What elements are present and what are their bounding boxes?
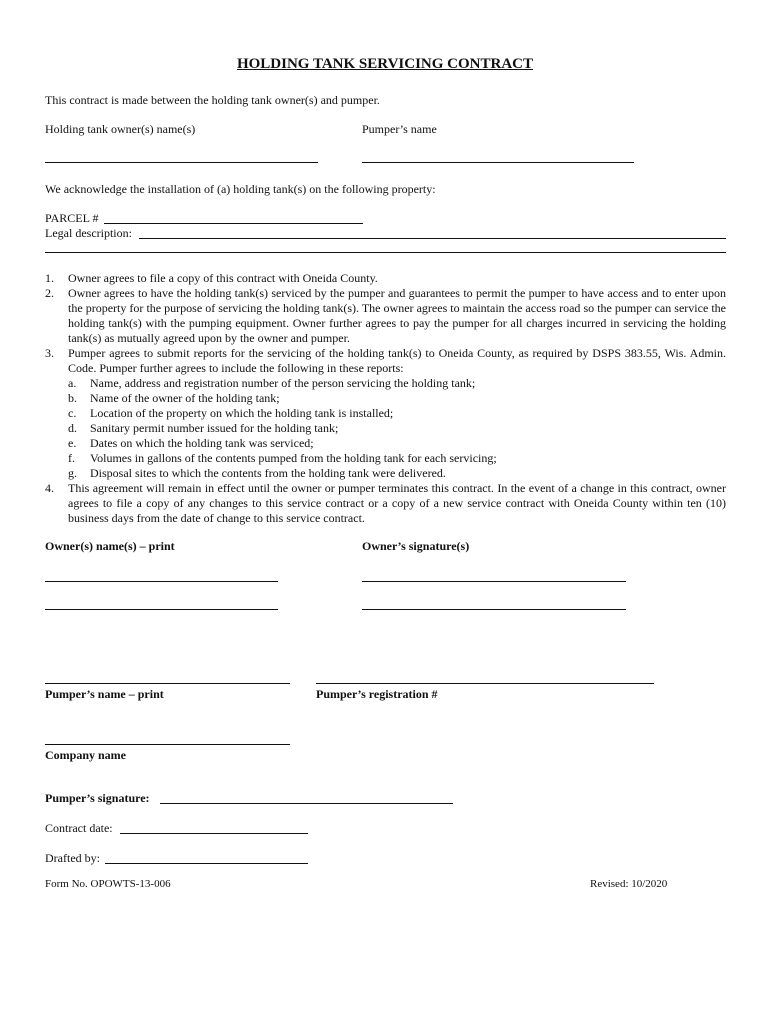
pumper-print-field[interactable] xyxy=(45,683,290,684)
form-number: Form No. OPOWTS-13-006 xyxy=(45,878,171,890)
drafted-by-label: Drafted by: xyxy=(45,851,100,865)
company-name-field[interactable] xyxy=(45,744,290,745)
sub-list-item: c. Location of the property on which the holding tank is installed; xyxy=(68,406,394,420)
sub-list-item: f. Volumes in gallons of the contents pumped from the holding tank for each servicing; xyxy=(68,451,497,465)
owner-names-label: Holding tank owner(s) name(s) xyxy=(45,122,196,136)
owners-signature-label: Owner’s signature(s) xyxy=(362,539,470,553)
owner-name-field-2[interactable] xyxy=(45,609,278,610)
owner-signature-field-2[interactable] xyxy=(362,609,626,610)
sub-list-item: a. Name, address and registration number of the person servicing the holding tank; xyxy=(68,376,476,390)
contract-date-field[interactable] xyxy=(120,833,308,834)
pumper-name-field[interactable] xyxy=(362,162,634,163)
legal-description-field[interactable] xyxy=(139,238,726,239)
revised-date: Revised: 10/2020 xyxy=(590,878,668,890)
acknowledge-text: We acknowledge the installation of (a) holding tank(s) on the following property: xyxy=(45,182,436,196)
legal-description-label: Legal description: xyxy=(45,226,132,240)
owners-print-label: Owner(s) name(s) – print xyxy=(45,539,175,553)
owner-signature-field-1[interactable] xyxy=(362,581,626,582)
sub-list-item: b. Name of the owner of the holding tank; xyxy=(68,391,280,405)
intro-text: This contract is made between the holding tank owner(s) and pumper. xyxy=(45,93,380,107)
owner-names-field[interactable] xyxy=(45,162,318,163)
sub-list-item: d. Sanitary permit number issued for the holding tank; xyxy=(68,421,339,435)
pumper-signature-field[interactable] xyxy=(160,803,453,804)
parcel-field[interactable] xyxy=(104,223,363,224)
sub-list-item: g. Disposal sites to which the contents from the holding tank were delivered. xyxy=(68,466,446,480)
list-item: 3. Pumper agrees to submit reports for the servicing of the holding tank(s) to Oneida County, as required by DSPS 383.55, Wis. Admin. Code. Pumper further agrees to include the following in these reports: a. Name, address and registration number of the person servicing the holding tank; b. Name of the owner of the holding tank; c. Location of the property on which the holding tank is installed; d. Sanitary permit number issued for the holding tank; e. Dates on which the holding tank was serviced; f. Volumes in gallons of the contents pumped from the holding tank for each servicing; g. Disposal sites to which the contents from the holding tank were delivered. xyxy=(45,346,726,480)
drafted-by-field[interactable] xyxy=(105,863,308,864)
pumper-name-label: Pumper’s name xyxy=(362,122,437,136)
sub-list-item: e. Dates on which the holding tank was serviced; xyxy=(68,436,314,450)
page-title: HOLDING TANK SERVICING CONTRACT xyxy=(236,56,534,72)
list-item: 1. Owner agrees to file a copy of this contract with Oneida County. xyxy=(45,271,378,285)
owner-name-field-1[interactable] xyxy=(45,581,278,582)
legal-description-field-line2[interactable] xyxy=(45,252,726,253)
parcel-label: PARCEL # xyxy=(45,211,99,225)
company-name-label: Company name xyxy=(45,748,127,762)
pumper-signature-label: Pumper’s signature: xyxy=(45,791,150,805)
contract-date-label: Contract date: xyxy=(45,821,113,835)
pumper-registration-field[interactable] xyxy=(316,683,654,684)
pumper-print-label: Pumper’s name – print xyxy=(45,687,164,701)
list-item: 4. This agreement will remain in effect until the owner or pumper terminates this contract. In the event of a change in this contract, owner agrees to file a copy of any changes to this service contract or a copy of a new service contract with Oneida County within ten (10) business days from the date of change to this service contract. xyxy=(45,481,726,525)
list-item: 2. Owner agrees to have the holding tank(s) serviced by the pumper and guarantees to permit the pumper to have access and to enter upon the property for the purpose of servicing the holding tank(s). The owner agrees to maintain the access road so the pumper can service the holding tank(s) with the pumping equipment. Owner further agrees to pay the pumper for all charges incurred in servicing the holding tank(s) as mutually agreed upon by the owner and pumper. xyxy=(45,286,726,345)
pumper-registration-label: Pumper’s registration # xyxy=(316,687,438,701)
terms-list xyxy=(45,271,726,526)
